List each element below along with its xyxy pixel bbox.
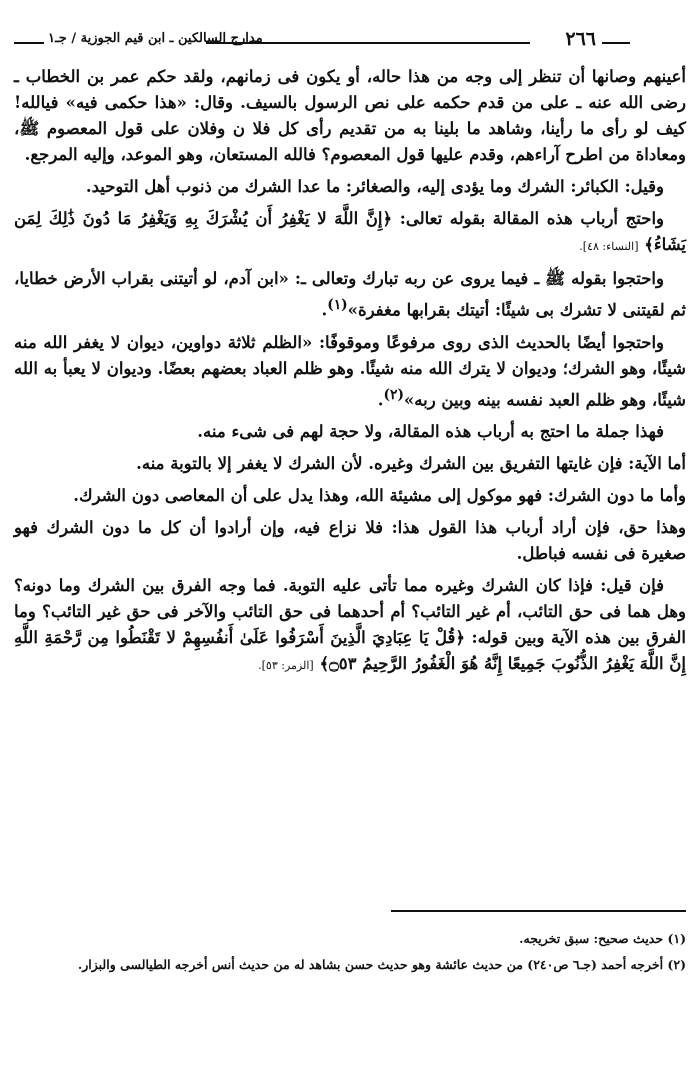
main-text bbox=[14, 64, 686, 685]
page-number: ٢٦٦ bbox=[565, 28, 596, 50]
footnote-ref: (٢) bbox=[383, 386, 404, 403]
footnote: (٢) أخرجه أحمد (جـ٦ ص٢٤٠) من حديث عائشة وهو حديث حسن بشاهد له من حديث أنس أخرجه الطيالسى والبزار. bbox=[77, 957, 686, 972]
verse-citation: [الزمر: ٥٣]. bbox=[258, 659, 314, 672]
paragraph: أعينهم وصانها أن تنظر إلى وجه من هذا حاله، أو يكون فى زمانهم، ولقد حكم عمر بن الخطاب ـ رضى الله عنه ـ على من قدم حكمه على نص الرسول بالسيف. وقال: «هذا حكمى فيه» فيالله! كيف لو رأى ما رأينا، وشاهد ما بلينا به من تقديم رأى كل فلا ن وفلان على قول المعصوم ﷺ، ومعاداة من اطرح آراءهم، وقدم عليها قول المعصوم؟ فالله المستعان، وهو الموعد، وإليه المرجع. bbox=[14, 67, 686, 164]
footnote-ref: (١) bbox=[327, 297, 348, 313]
paragraph: أما الآية: فإن غايتها التفريق بين الشرك وغيره. لأن الشرك لا يغفر إلا بالتوبة منه. bbox=[136, 454, 686, 473]
verse-citation: [النساء: ٤٨]. bbox=[579, 240, 639, 253]
footnotes bbox=[14, 910, 686, 978]
paragraph: فهذا جملة ما احتج به أرباب هذه المقالة، ولا حجة لهم فى شىء منه. bbox=[197, 422, 664, 441]
punctuation: . bbox=[321, 300, 328, 320]
header-end-dash bbox=[14, 42, 44, 44]
running-title: مدارج السالكين ـ ابن قيم الجوزية / جـ١ bbox=[48, 31, 263, 46]
paragraph bbox=[14, 330, 686, 414]
footnote: (١) حديث صحيح: سبق تخريجه. bbox=[519, 931, 686, 946]
page-header bbox=[8, 28, 690, 54]
hadith-text: واحتجوا أيضًا بالحديث الذى روى مرفوعًا وموقوفًا: «الظلم ثلاثة دواوين، ديوان لا يغفر الله منه شيئًا، وهو الشرك؛ وديوان لا يترك الله منه شيئًا. وهو ظلم العباد بعضهم بعضًا. وديوان لا يعبأ به الله شيئًا، وهو ظلم العبد نفسه بينه وبين ربه» bbox=[14, 332, 686, 409]
paragraph bbox=[14, 266, 686, 324]
punctuation: . bbox=[377, 390, 384, 409]
paragraph bbox=[14, 573, 686, 679]
paragraph bbox=[14, 206, 686, 260]
paragraph: وأما ما دون الشرك: فهو موكول إلى مشيئة الله، وهذا يدل على أن المعاصى دون الشرك. bbox=[73, 486, 686, 505]
quran-quote: واحتج أرباب هذه المقالة بقوله تعالى: ﴿إِنَّ اللَّهَ لا يَغْفِرُ أَن يُشْرَكَ بِهِ وَيَغْفِرُ مَا دُونَ ذَٰلِكَ لِمَن يَشَاءُ﴾ bbox=[14, 209, 686, 254]
paragraph: وهذا حق، فإن أراد أرباب هذا القول هذا: فلا نزاع فيه، وإن أرادوا أن كل ما دون الشرك فهو صغيرة فى نفسه فباطل. bbox=[14, 518, 686, 563]
paragraph: وقيل: الكبائر: الشرك وما يؤدى إليه، والصغائر: ما عدا الشرك من ذنوب أهل التوحيد. bbox=[85, 177, 664, 196]
question-text: فإن قيل: فإذا كان الشرك وغيره مما تأتى عليه التوبة. فما وجه الفرق بين الشرك وما دونه؟ وهل هما فى حق التائب، أم غير التائب؟ أم أحدهما فى حق التائب والآخر فى حق غير التائب؟ وما الفرق بين هذه الآية وبين قوله: ﴿قُلْ يَا عِبَادِيَ الَّذِينَ أَسْرَفُوا عَلَىٰ أَنفُسِهِمْ لا تَقْنَطُوا مِن رَّحْمَةِ اللَّهِ إِنَّ اللَّهَ يَغْفِرُ الذُّنُوبَ جَمِيعًا إِنَّهُ هُوَ الْغَفُورُ الرَّحِيمُ ۝٥٣﴾ bbox=[14, 576, 686, 673]
hadith-text: واحتجوا بقوله ﷺ ـ فيما يروى عن ربه تبارك وتعالى ـ: «ابن آدم، لو أتيتنى بقراب الأرض خطايا، ثم لقيتنى لا تشرك بى شيئًا: أتيتك بقرابها مغفرة» bbox=[14, 269, 686, 320]
header-dash bbox=[602, 42, 630, 44]
